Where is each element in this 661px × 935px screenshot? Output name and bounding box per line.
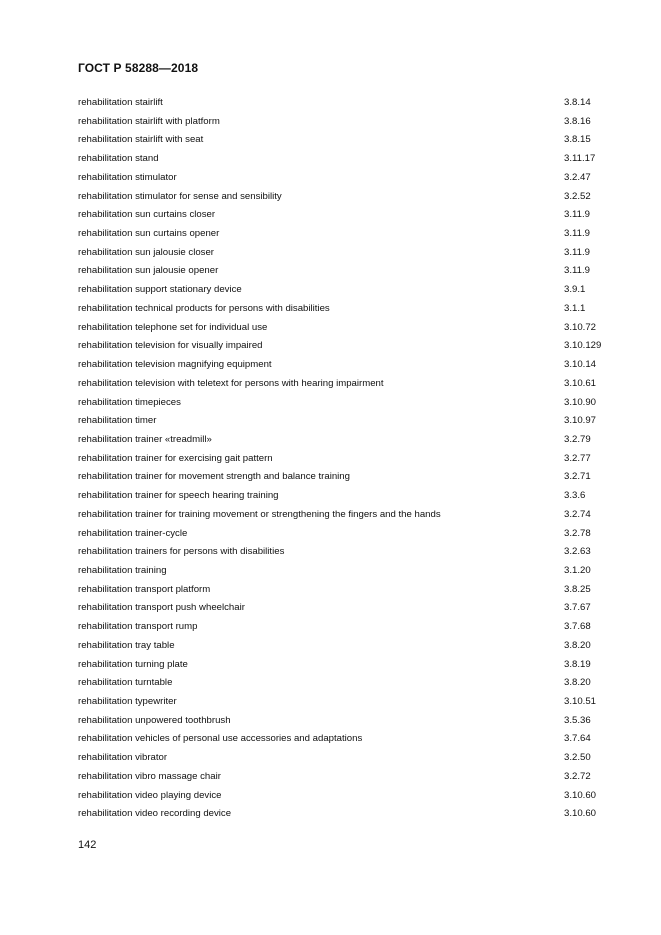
index-ref: 3.10.60: [564, 789, 597, 801]
index-term: rehabilitation trainer for exercising gait pattern: [78, 452, 273, 464]
index-term: rehabilitation stimulator for sense and sensibility: [78, 190, 282, 202]
index-ref: 3.2.72: [564, 770, 591, 782]
index-row: [78, 431, 623, 450]
index-term: rehabilitation television for visually impaired: [78, 340, 263, 352]
index-ref: 3.2.77: [564, 452, 591, 464]
index-row: [78, 543, 623, 562]
index-term: rehabilitation trainer-cycle: [78, 527, 188, 539]
index-row: [78, 562, 623, 581]
index-ref: 3.2.52: [564, 190, 591, 202]
index-ref: 3.10.51: [564, 696, 597, 707]
index-ref: 3.8.15: [564, 134, 591, 146]
index-row: [78, 244, 623, 263]
index-term: rehabilitation trainer for training movement or strengthening the fingers and the hands: [78, 508, 441, 520]
index-term: rehabilitation sun curtains closer: [78, 209, 216, 221]
index-term: rehabilitation transport rump: [78, 621, 198, 633]
index-ref: 3.2.71: [564, 471, 591, 483]
index-row: [78, 787, 623, 806]
index-ref: 3.2.47: [564, 171, 591, 183]
index-row: [78, 300, 623, 319]
index-term: rehabilitation sun curtains opener: [78, 228, 220, 240]
index-term: rehabilitation unpowered toothbrush: [78, 714, 231, 726]
index-ref: 3.8.20: [564, 639, 591, 651]
index-term: rehabilitation trainer for movement strength and balance training: [78, 471, 350, 483]
index-term: rehabilitation tray table: [78, 639, 175, 651]
index-row: [78, 356, 623, 375]
index-ref: 3.11.9: [564, 228, 590, 240]
index-row: [78, 412, 623, 431]
index-row: [78, 618, 623, 637]
index-row: [78, 188, 623, 207]
index-row: [78, 674, 623, 693]
index-ref: 3.8.14: [564, 97, 591, 108]
index-row: [78, 450, 623, 469]
index-ref: 3.10.14: [564, 359, 597, 371]
index-term: rehabilitation video playing device: [78, 789, 222, 801]
index-term: rehabilitation trainers for persons with disabilities: [78, 546, 285, 558]
index-term: rehabilitation telephone set for individual use: [78, 321, 268, 333]
index-term: rehabilitation timer: [78, 415, 157, 427]
index-row: [78, 262, 623, 281]
index-row: [78, 656, 623, 675]
index-ref: 3.2.74: [564, 508, 591, 520]
index-row: [78, 487, 623, 506]
index-term: rehabilitation technical products for persons with disabilities: [78, 302, 330, 314]
index-term: rehabilitation stairlift: [78, 97, 163, 108]
index-ref: 3.7.67: [564, 602, 591, 614]
index-row: [78, 693, 623, 712]
term-index-list: [78, 94, 623, 824]
index-ref: 3.8.19: [564, 658, 591, 670]
index-row: [78, 131, 623, 150]
index-term: rehabilitation timepieces: [78, 396, 181, 408]
index-row: [78, 319, 623, 338]
index-term: rehabilitation stairlift with seat: [78, 134, 204, 146]
index-ref: 3.9.1: [564, 284, 586, 296]
index-row: [78, 150, 623, 169]
index-term: rehabilitation stand: [78, 153, 159, 165]
index-row: [78, 375, 623, 394]
index-row: [78, 225, 623, 244]
index-term: rehabilitation transport push wheelchair: [78, 602, 245, 614]
index-ref: 3.1.20: [564, 564, 591, 576]
index-row: [78, 113, 623, 132]
index-term: rehabilitation support stationary device: [78, 284, 242, 296]
index-term: rehabilitation typewriter: [78, 696, 177, 707]
index-row: [78, 337, 623, 356]
index-ref: 3.8.16: [564, 115, 591, 127]
index-term: rehabilitation turning plate: [78, 658, 188, 670]
index-term: rehabilitation stairlift with platform: [78, 115, 220, 127]
index-ref: 3.10.97: [564, 415, 597, 427]
index-row: [78, 749, 623, 768]
index-ref: 3.11.9: [564, 246, 590, 258]
index-ref: 3.5.36: [564, 714, 591, 726]
index-row: [78, 468, 623, 487]
index-ref: 3.10.90: [564, 396, 597, 408]
index-row: [78, 169, 623, 188]
index-term: rehabilitation trainer «treadmill»: [78, 433, 212, 445]
index-term: rehabilitation vibro massage chair: [78, 770, 221, 782]
index-term: rehabilitation stimulator: [78, 171, 177, 183]
index-row: [78, 712, 623, 731]
index-term: rehabilitation turntable: [78, 677, 173, 689]
index-row: [78, 805, 623, 824]
index-row: [78, 768, 623, 787]
index-term: rehabilitation vibrator: [78, 752, 168, 764]
index-term: rehabilitation television magnifying equipment: [78, 359, 272, 371]
index-ref: 3.10.60: [564, 808, 597, 820]
index-ref: 3.2.78: [564, 527, 591, 539]
index-ref: 3.10.61: [564, 377, 597, 389]
index-ref: 3.2.79: [564, 433, 591, 445]
index-ref: 3.3.6: [564, 490, 586, 502]
index-ref: 3.10.72: [564, 321, 597, 333]
index-term: rehabilitation vehicles of personal use accessories and adaptations: [78, 733, 363, 745]
index-term: rehabilitation training: [78, 564, 167, 576]
index-row: [78, 599, 623, 618]
index-term: rehabilitation sun jalousie opener: [78, 265, 219, 277]
index-ref: 3.2.63: [564, 546, 591, 558]
index-ref: 3.11.9: [564, 265, 590, 277]
page-number: 142: [78, 839, 97, 851]
index-row: [78, 525, 623, 544]
index-row: [78, 637, 623, 656]
index-ref: 3.8.20: [564, 677, 591, 689]
index-term: rehabilitation video recording device: [78, 808, 232, 820]
index-ref: 3.1.1: [564, 302, 586, 314]
index-row: [78, 281, 623, 300]
index-ref: 3.11.17: [564, 153, 596, 165]
index-row: [78, 94, 623, 113]
index-ref: 3.7.68: [564, 621, 591, 633]
index-row: [78, 581, 623, 600]
index-term: rehabilitation television with teletext for persons with hearing impairment: [78, 377, 384, 389]
index-ref: 3.2.50: [564, 752, 591, 764]
index-term: rehabilitation sun jalousie closer: [78, 246, 214, 258]
index-row: [78, 206, 623, 225]
index-ref: 3.8.25: [564, 583, 591, 595]
index-ref: 3.7.64: [564, 733, 591, 745]
index-term: rehabilitation trainer for speech hearing training: [78, 490, 279, 502]
page-title: ГОСТ Р 58288—2018: [78, 61, 199, 75]
index-row: [78, 506, 623, 525]
index-ref: 3.11.9: [564, 209, 590, 221]
index-term: rehabilitation transport platform: [78, 583, 211, 595]
index-row: [78, 394, 623, 413]
index-ref: 3.10.129: [564, 340, 602, 352]
index-row: [78, 730, 623, 749]
